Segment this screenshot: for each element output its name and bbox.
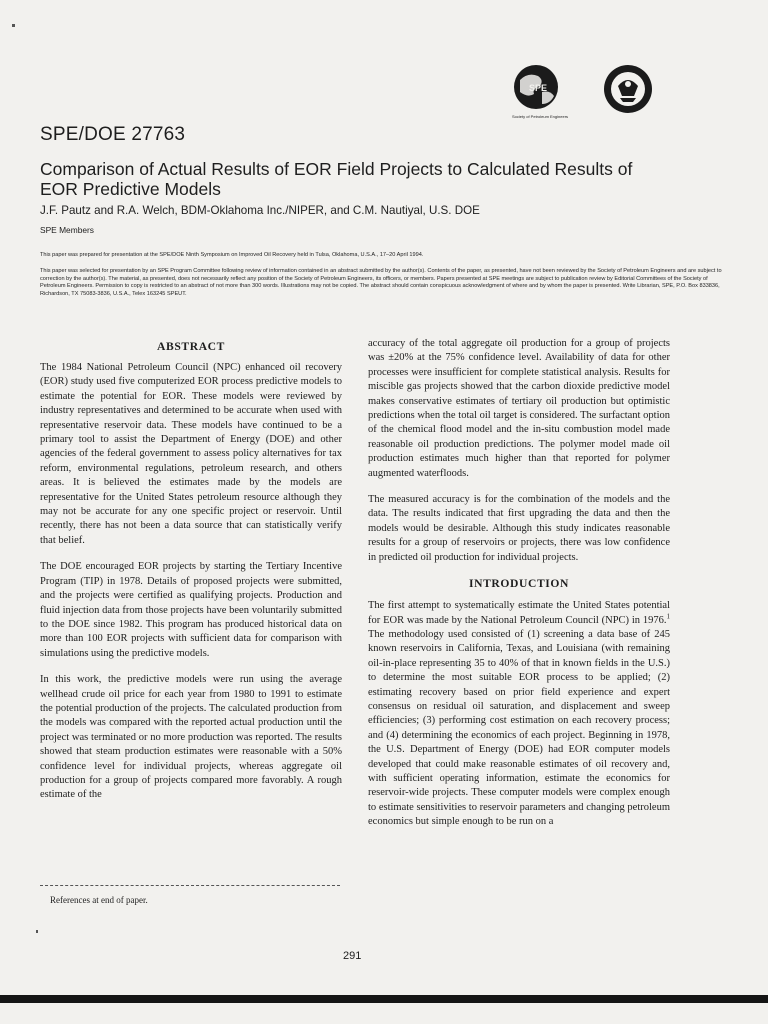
intro-text: The methodology used consisted of (1) screening a data base of 245 known reservoirs in California, Texas, and Louisiana (with remaining oil-in-place representing 35 to 40% of that in known fields in the U.S.) to determine the most suitable EOR process to be applied; (2) estimating recovery based on prior field experience and expert consensus on residual oil saturation, and displacement and sweep efficiencies; (3) performing cost estimation on each recovery process; and (4) determining the economics of each project. Beginning in 1978, the U.S. Department of Energy (DOE) had EOR computer models developed that could make reasonable estimates of oil recovery and, with sufficient operating information, estimate the economics for reservoir-wide projects. These computer models were complex enough to estimate sensitivities to reservoir parameters and changing petroleum economics but simple enough to be run on a — [368, 628, 670, 828]
footnote-rule — [40, 885, 340, 886]
spe-logo-caption: Society of Petroleum Engineers — [512, 114, 569, 119]
reference-marker: 1 — [666, 612, 670, 620]
introduction-paragraph — [368, 599, 670, 830]
references-note: References at end of paper. — [50, 895, 148, 905]
prepared-notice: This paper was prepared for presentation at the SPE/DOE Ninth Symposium on Improved Oil Recovery held in Tulsa, Oklahoma, U.S.A., 17–20 April 1994. — [40, 252, 424, 258]
authors: J.F. Pautz and R.A. Welch, BDM-Oklahoma Inc./NIPER, and C.M. Nautiyal, U.S. DOE — [40, 204, 480, 217]
abstract-heading: ABSTRACT — [157, 340, 225, 353]
members-label: SPE Members — [40, 225, 94, 235]
abstract-paragraph: The 1984 National Petroleum Council (NPC) enhanced oil recovery (EOR) study used five computerized EOR process predictive models to estimate the potential for EOR. These models were reviewed by industry representatives and determined to be accurate when used with representative reservoir data. These models have continued to be a primary tool to assist the Department of Energy (DOE) and other agencies of the federal government to assess policy alternatives for tax reform, environmental regulations, petroleum research, and others areas. It is believed the estimates made by the models are representative for the United States petroleum resource although they may not be accurate for any one specific project or reservoir. Until recently, there has not been a data source that can statistically verify that belief. — [40, 362, 342, 546]
spe-globe-icon — [514, 65, 558, 109]
scan-edge-bar — [0, 995, 768, 1003]
spe-doe-logos — [506, 62, 656, 122]
intro-text: The first attempt to systematically estimate the United States potential for EOR was made by the National Petroleum Council (NPC) in 1976. — [368, 600, 670, 626]
selection-notice: This paper was selected for presentation by an SPE Program Committee following review of information contained in an abstract submitted by the author(s). Contents of the paper, as presented, have not been reviewed by the Society of Petroleum Engineers and are subject to correction by the author(s). The material, as presented, does not necessarily reflect any position of the Society of Petroleum Engineers, its officers, or members. Papers presented at SPE meetings are subject to publication review by Editorial Committees of the Society of Petroleum Engineers. Permission to copy is restricted to an abstract of not more than 300 words. Illustrations may not be copied. The abstract should contain conspicuous acknowledgment of where and by whom the paper is presented. Write Librarian, SPE, P.O. Box 833836, Richardson, TX 75083-3836, U.S.A., Telex 163245 SPEUT. — [40, 268, 722, 297]
abstract-paragraph: The DOE encouraged EOR projects by starting the Tertiary Incentive Program (TIP) in 1978. Details of proposed projects were submitted, and the projects were certified as qualifying projects. Production and fluid injection data from those projects have been voluntarily submitted to the DOE since 1982. This program has produced historical data on more than 100 EOR projects with sufficient data for comparison with simulations using the predictive models. — [40, 561, 342, 659]
scan-speck — [12, 24, 15, 27]
scan-speck — [36, 930, 38, 933]
abstract-paragraph: The measured accuracy is for the combination of the models and the data. The results indicated that first upgrading the data and then the models would be desirable. Although this study indicates reasonable results for a group of reservoirs or projects, there was low confidence in predicted oil production for individual projects. — [368, 494, 670, 563]
paper-code: SPE/DOE 27763 — [40, 124, 186, 145]
right-column — [368, 337, 670, 842]
page-number: 291 — [343, 950, 362, 962]
introduction-heading: INTRODUCTION — [469, 577, 569, 591]
left-column — [40, 337, 342, 815]
paper-title: Comparison of Actual Results of EOR Field Projects to Calculated Results of EOR Predictive Models — [40, 159, 633, 199]
abstract-paragraph: In this work, the predictive models were run using the average wellhead crude oil price for each year from 1980 to 1991 to estimate the potential production of the projects. The calculated production from the models was compared with the reported actual production until the project was terminated or no more production was reported. The results showed that steam production estimates were reasonable with a 50% confidence level for individual projects, whereas aggregate oil production for a group of projects compared more favorably. A rough estimate of the — [40, 674, 342, 801]
doe-seal-icon — [604, 65, 652, 113]
abstract-paragraph: accuracy of the total aggregate oil production for a group of projects was ±20% at the 75% confidence level. Availability of data for other processes were insufficient for complete statistical analysis. Results for miscible gas projects showed that the carbon dioxide predictive model makes conservative estimates of tertiary oil production but optimistic predictions when the total oil target is considered. The surfactant option of the chemical flood model and the in-situ combustion model made reasonable oil production predictions. The polymer model made oil production estimates much higher than that reported for polymer augmented waterfloods. — [368, 338, 670, 479]
svg-text:SPE: SPE — [529, 83, 548, 93]
